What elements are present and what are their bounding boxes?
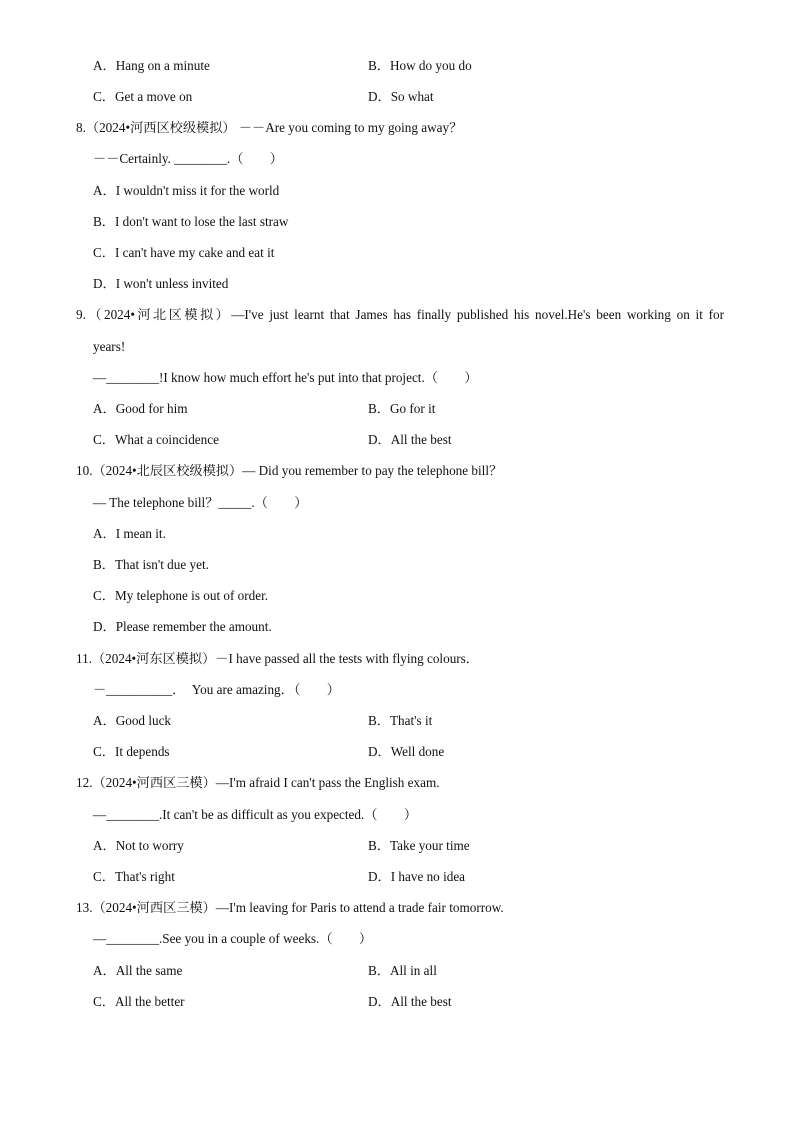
q11-stem: 11.（2024•河东区模拟）－I have passed all the tests with flying colours． bbox=[76, 651, 479, 666]
q9-option-b: B．Go for it bbox=[368, 401, 436, 416]
q8-stem: 8.（2024•河西区校级模拟） －－Are you coming to my going away？ bbox=[76, 120, 463, 135]
q9-reply: —________!I know how much effort he's put into that project.（ ） bbox=[93, 370, 478, 385]
q11-option-a: A．Good luck bbox=[93, 713, 172, 728]
q8-option-b: B．I don't want to lose the last straw bbox=[93, 214, 289, 229]
q11-reply: －__________． You are amazing．（ ） bbox=[93, 682, 340, 697]
q10-option-c: C．My telephone is out of order. bbox=[93, 588, 269, 603]
q13-option-a: A．All the same bbox=[93, 963, 183, 978]
q8-option-c: C．I can't have my cake and eat it bbox=[93, 245, 275, 260]
q8-reply: －－Certainly. ________.（ ） bbox=[93, 151, 283, 166]
q13-option-c: C．All the better bbox=[93, 994, 185, 1009]
q8-option-d: D．I won't unless invited bbox=[93, 276, 229, 291]
q7-option-d: D．So what bbox=[368, 89, 434, 104]
q9-option-c: C．What a coincidence bbox=[93, 432, 219, 447]
q10-option-b: B．That isn't due yet. bbox=[93, 557, 209, 572]
q11-option-c: C．It depends bbox=[93, 744, 170, 759]
q10-reply: — The telephone bill？_____.（ ） bbox=[93, 495, 308, 510]
q13-option-d: D．All the best bbox=[368, 994, 452, 1009]
q8-option-a: A．I wouldn't miss it for the world bbox=[93, 183, 280, 198]
q12-option-d: D．I have no idea bbox=[368, 869, 466, 884]
q10-option-a: A．I mean it. bbox=[93, 526, 166, 541]
q11-option-d: D．Well done bbox=[368, 744, 445, 759]
q11-option-b: B．That's it bbox=[368, 713, 433, 728]
q12-option-b: B．Take your time bbox=[368, 838, 470, 853]
q9-stem-continued: years! bbox=[93, 339, 126, 354]
q9-option-d: D．All the best bbox=[368, 432, 452, 447]
q7-option-c: C．Get a move on bbox=[93, 89, 193, 104]
q10-stem: 10.（2024•北辰区校级模拟）— Did you remember to pay the telephone bill？ bbox=[76, 463, 503, 478]
q12-reply: —________.It can't be as difficult as you expected.（ ） bbox=[93, 807, 418, 822]
q10-option-d: D．Please remember the amount. bbox=[93, 619, 272, 634]
q13-stem: 13.（2024•河西区三模）—I'm leaving for Paris to attend a trade fair tomorrow. bbox=[76, 900, 504, 915]
q13-reply: —________.See you in a couple of weeks.（ ） bbox=[93, 931, 373, 946]
q12-option-c: C．That's right bbox=[93, 869, 175, 884]
q7-option-b: B．How do you do bbox=[368, 58, 472, 73]
q9-stem: 9.（2024•河北区模拟）—I've just learnt that James has finally published his novel.He's been working on it for bbox=[76, 307, 724, 322]
q12-option-a: A．Not to worry bbox=[93, 838, 184, 853]
q9-option-a: A．Good for him bbox=[93, 401, 188, 416]
q12-stem: 12.（2024•河西区三模）—I'm afraid I can't pass the English exam. bbox=[76, 775, 440, 790]
q7-option-a: A．Hang on a minute bbox=[93, 58, 210, 73]
q13-option-b: B．All in all bbox=[368, 963, 437, 978]
